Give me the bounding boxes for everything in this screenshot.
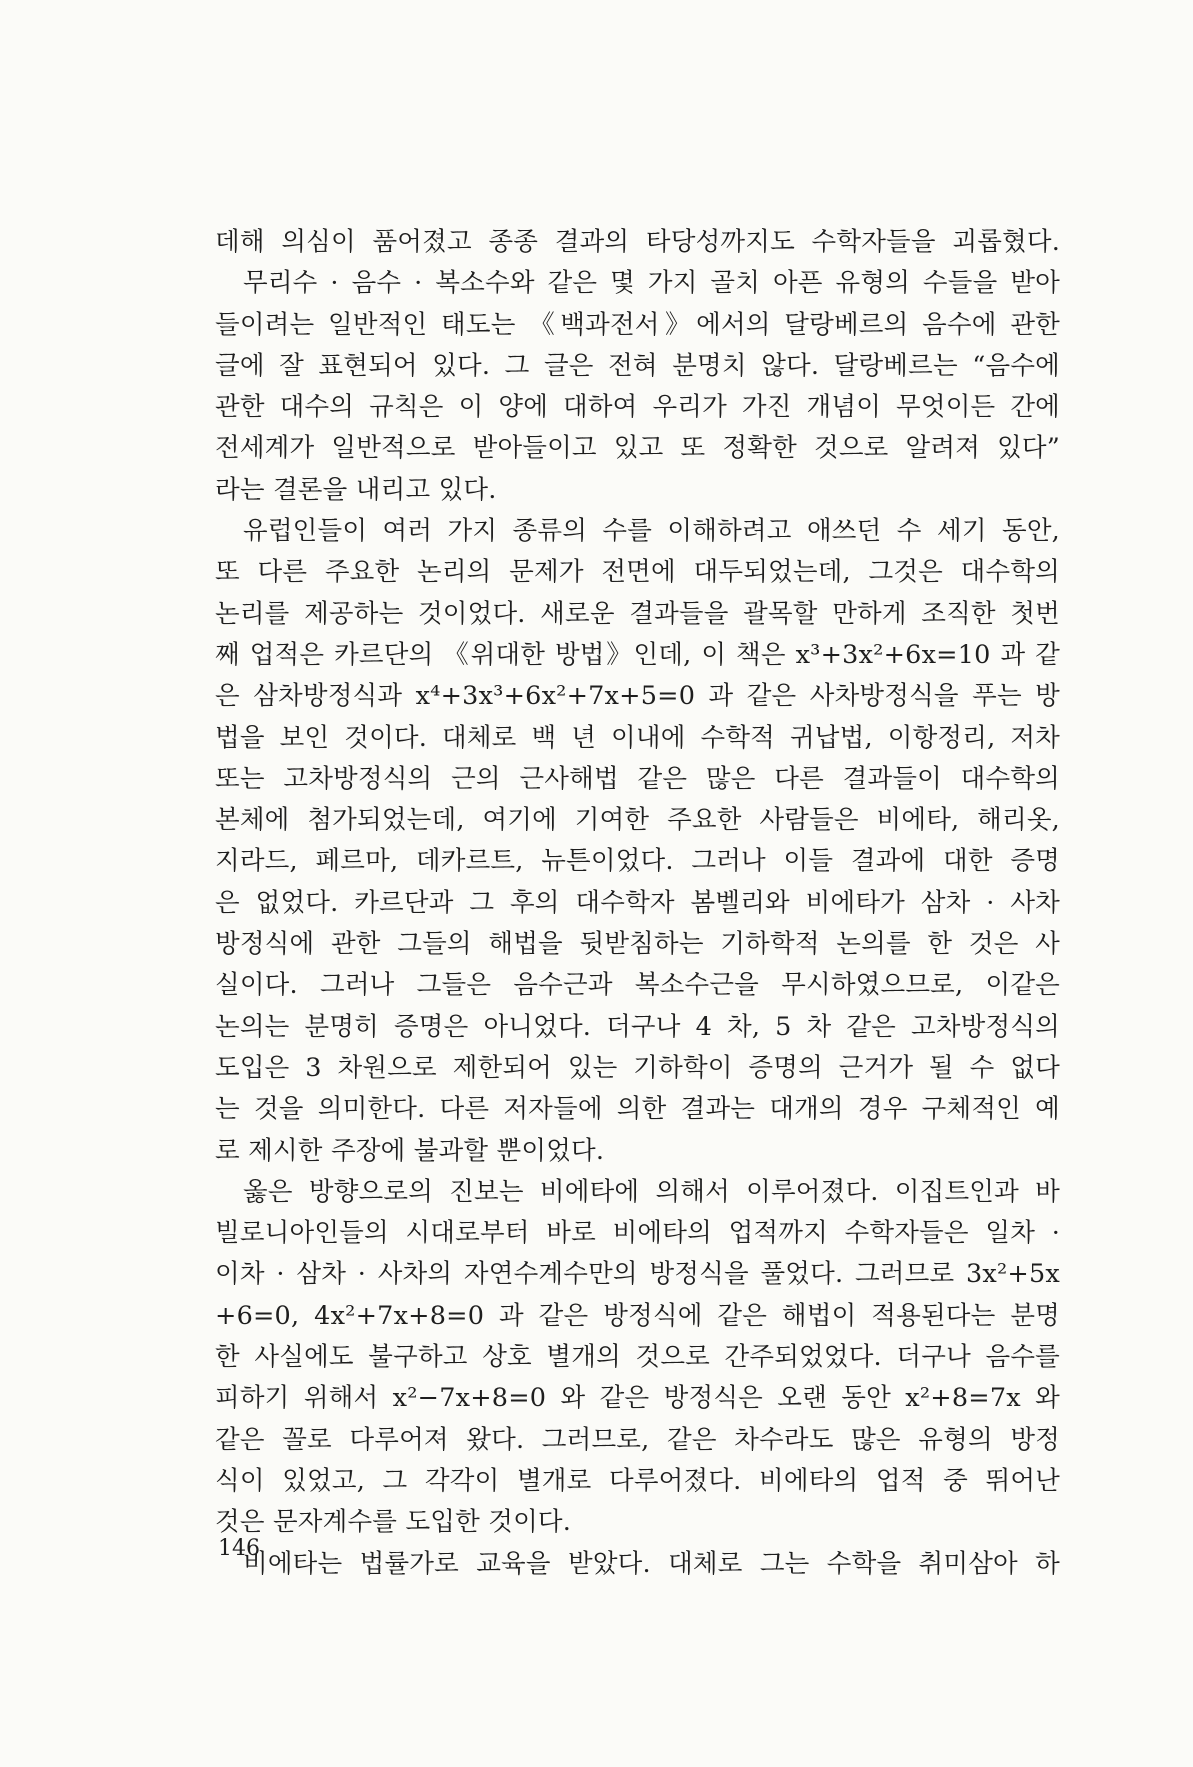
- text-line: 피하기 위해서 x²−7x+8=0 와 같은 방정식은 오랜 동안 x²+8=7x 와: [215, 1383, 1060, 1414]
- text-line: 같은 꼴로 다루어져 왔다. 그러므로, 같은 차수라도 많은 유형의 방정: [215, 1424, 1060, 1455]
- text-line: 논리를 제공하는 것이었다. 새로운 결과들을 괄목할 만하게 조직한 첫번: [215, 598, 1060, 629]
- text-line: 은 삼차방정식과 x⁴+3x³+6x²+7x+5=0 과 같은 사차방정식을 푸는 방: [215, 681, 1060, 712]
- text-line: 글에 잘 표현되어 있다. 그 글은 전혀 분명치 않다. 달랑베르는 “음수에: [215, 350, 1060, 381]
- text-line: 이차 · 삼차 · 사차의 자연수계수만의 방정식을 풀었다. 그러므로 3x²+5x: [215, 1259, 1060, 1290]
- text-line: 는 것을 의미한다. 다른 저자들에 의한 결과는 대개의 경우 구체적인 예: [215, 1094, 1060, 1125]
- text-line: 방정식에 관한 그들의 해법을 뒷받침하는 기하학적 논의를 한 것은 사: [215, 929, 1060, 960]
- page-number: 146: [218, 1536, 260, 1561]
- text-line: 또 다른 주요한 논리의 문제가 전면에 대두되었는데, 그것은 대수학의: [215, 557, 1060, 588]
- text-line: 식이 있었고, 그 각각이 별개로 다루어졌다. 비에타의 업적 중 뛰어난: [215, 1465, 1060, 1496]
- text-line: 로 제시한 주장에 불과할 뿐이었다.: [215, 1135, 605, 1166]
- text-line: 째 업적은 카르단의 《위대한 방법》인데, 이 책은 x³+3x²+6x=10 과 같: [215, 639, 1060, 670]
- text-line: 한 사실에도 불구하고 상호 별개의 것으로 간주되었었다. 더구나 음수를: [215, 1342, 1060, 1373]
- text-line: 본체에 첨가되었는데, 여기에 기여한 주요한 사람들은 비에타, 해리옷,: [215, 805, 1060, 836]
- text-line: 또는 고차방정식의 근의 근사해법 같은 많은 다른 결과들이 대수학의: [215, 763, 1060, 794]
- text-line: 라는 결론을 내리고 있다.: [215, 474, 497, 505]
- text-line: 옳은 방향으로의 진보는 비에타에 의해서 이루어졌다. 이집트인과 바: [243, 1176, 1060, 1207]
- text-line: 은 없었다. 카르단과 그 후의 대수학자 봄벨리와 비에타가 삼차 · 사차: [215, 887, 1060, 918]
- text-line: 데해 의심이 품어졌고 종종 결과의 타당성까지도 수학자들을 괴롭혔다.: [215, 227, 1060, 257]
- text-line: 들이려는 일반적인 태도는 《백과전서》에서의 달랑베르의 음수에 관한: [215, 309, 1060, 340]
- text-line: 관한 대수의 규칙은 이 양에 대하여 우리가 가진 개념이 무엇이든 간에: [215, 392, 1060, 423]
- text-line: +6=0, 4x²+7x+8=0 과 같은 방정식에 같은 해법이 적용된다는 분명: [215, 1300, 1060, 1331]
- text-line: 비에타는 법률가로 교육을 받았다. 대체로 그는 수학을 취미삼아 하: [243, 1548, 1060, 1579]
- text-line: 지라드, 페르마, 데카르트, 뉴튼이었다. 그러나 이들 결과에 대한 증명: [215, 846, 1060, 877]
- text-line: 논의는 분명히 증명은 아니었다. 더구나 4 차, 5 차 같은 고차방정식의: [215, 1011, 1060, 1042]
- text-line: 실이다. 그러나 그들은 음수근과 복소수근을 무시하였으므로, 이같은: [215, 970, 1060, 1001]
- text-line: 법을 보인 것이다. 대체로 백 년 이내에 수학적 귀납법, 이항정리, 저차: [215, 722, 1060, 753]
- text-line: 빌로니아인들의 시대로부터 바로 비에타의 업적까지 수학자들은 일차 ·: [215, 1218, 1060, 1249]
- text-line: 무리수 · 음수 · 복소수와 같은 몇 가지 골치 아픈 유형의 수들을 받아: [243, 268, 1060, 299]
- text-line: 것은 문자계수를 도입한 것이다.: [215, 1507, 572, 1538]
- body-text: [215, 222, 1060, 1585]
- text-line: 전세계가 일반적으로 받아들이고 있고 또 정확한 것으로 알려져 있다”: [215, 433, 1060, 464]
- text-line: 도입은 3 차원으로 제한되어 있는 기하학이 증명의 근거가 될 수 없다: [215, 1052, 1060, 1083]
- text-line: 유럽인들이 여러 가지 종류의 수를 이해하려고 애쓰던 수 세기 동안,: [243, 516, 1060, 547]
